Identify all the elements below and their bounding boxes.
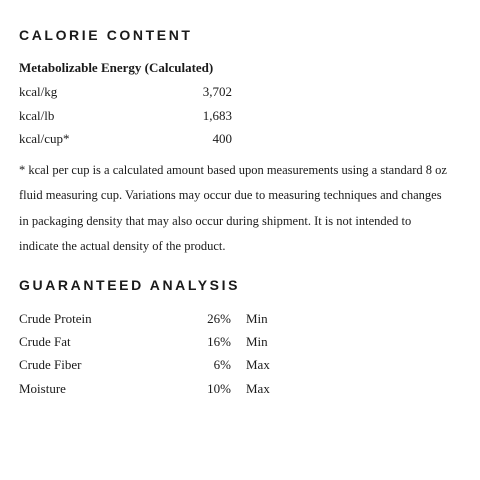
analysis-row-qualifier: Max xyxy=(246,381,270,396)
analysis-row xyxy=(19,334,279,352)
analysis-row-label: Crude Fat xyxy=(19,334,71,349)
metabolizable-energy-subheading: Metabolizable Energy (Calculated) xyxy=(19,60,214,75)
calorie-row xyxy=(19,84,232,102)
guaranteed-analysis-heading: GUARANTEED ANALYSIS xyxy=(19,277,241,293)
calorie-content-heading: CALORIE CONTENT xyxy=(19,27,193,43)
footnote-line: fluid measuring cup. Variations may occur due to measuring techniques and changes xyxy=(19,188,442,203)
analysis-row-label: Crude Protein xyxy=(19,311,92,326)
analysis-row xyxy=(19,311,279,329)
analysis-row-value: 26% xyxy=(207,311,231,326)
calorie-row-label: kcal/kg xyxy=(19,84,58,99)
analysis-row-qualifier: Min xyxy=(246,334,268,349)
analysis-row-label: Crude Fiber xyxy=(19,357,82,372)
calorie-row xyxy=(19,131,232,149)
analysis-row-qualifier: Max xyxy=(246,357,270,372)
analysis-row-value: 10% xyxy=(207,381,231,396)
footnote-line: indicate the actual density of the product. xyxy=(19,238,226,253)
calorie-row-label: kcal/cup* xyxy=(19,131,70,146)
footnote-line: * kcal per cup is a calculated amount based upon measurements using a standard 8 oz xyxy=(19,163,447,177)
footnote-line: in packaging density that may also occur during shipment. It is not intended to xyxy=(19,213,412,228)
calorie-row xyxy=(19,108,232,126)
analysis-row-value: 16% xyxy=(207,334,231,349)
calorie-row-label: kcal/lb xyxy=(19,108,55,123)
calorie-row-value: 400 xyxy=(212,131,232,146)
calorie-row-value: 1,683 xyxy=(202,108,232,123)
kcal-per-cup-footnote xyxy=(19,158,469,259)
calorie-row-value: 3,702 xyxy=(202,84,232,99)
analysis-row-label: Moisture xyxy=(19,381,66,396)
analysis-row xyxy=(19,357,279,375)
analysis-row-qualifier: Min xyxy=(246,311,268,326)
analysis-row-value: 6% xyxy=(213,357,231,372)
analysis-row xyxy=(19,381,279,399)
